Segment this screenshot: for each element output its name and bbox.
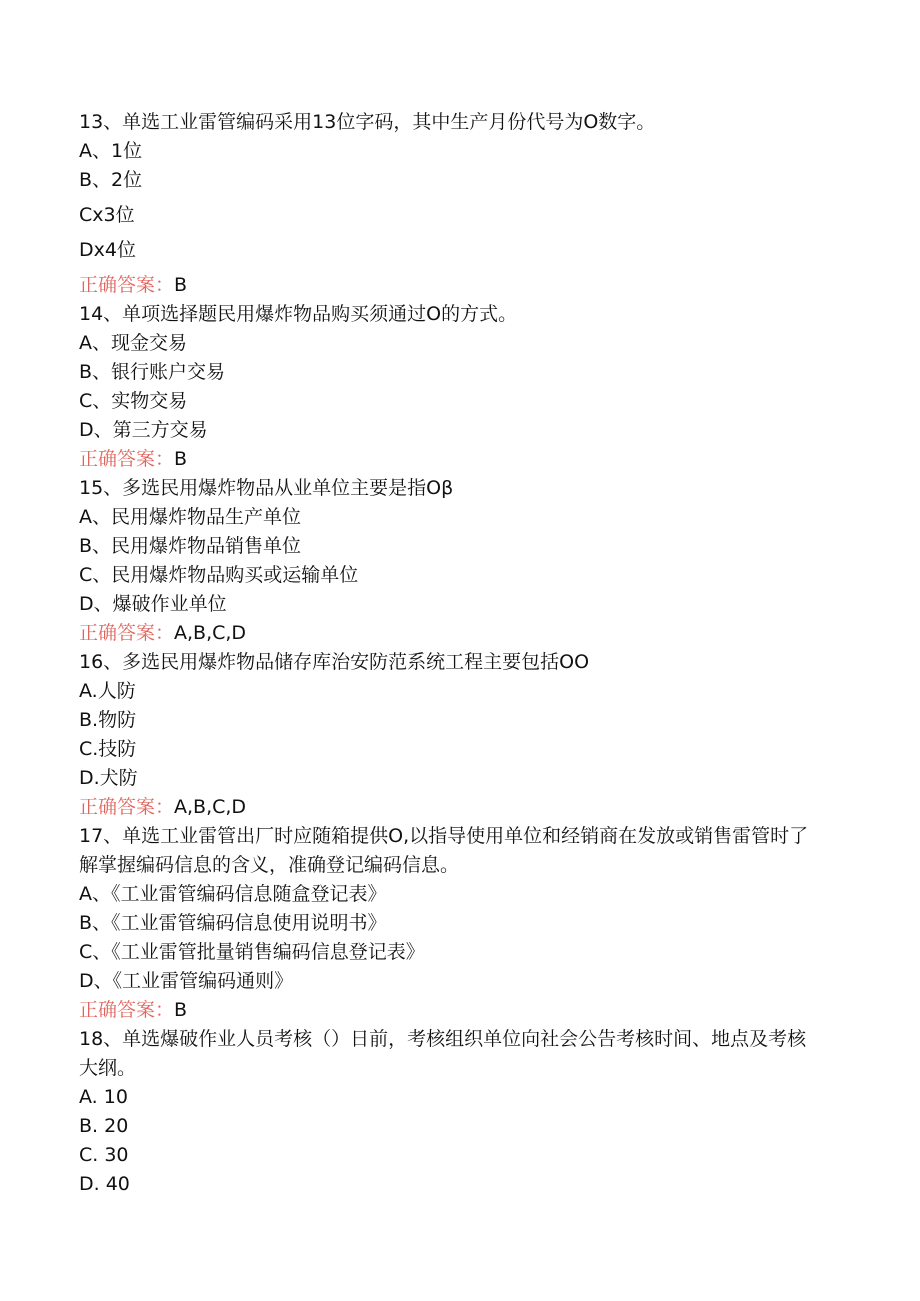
option: A.人防: [79, 680, 136, 702]
question-15: [79, 474, 819, 648]
question-14: [79, 300, 819, 474]
question-18: [79, 1025, 819, 1199]
option: A、民用爆炸物品生产单位: [79, 506, 301, 528]
option: C、《工业雷管批量销售编码信息登记表》: [79, 941, 425, 963]
option: A、现金交易: [79, 332, 187, 354]
answer-value: A,B,C,D: [174, 622, 247, 644]
option: B、《工业雷管编码信息使用说明书》: [79, 912, 387, 934]
answer-label: 正确答案：: [79, 999, 175, 1021]
option: D、《工业雷管编码通则》: [79, 970, 294, 992]
option: C、民用爆炸物品购买或运输单位: [79, 564, 359, 586]
question-stem: 18、单选爆破作业人员考核（）日前，考核组织单位向社会公告考核时间、地点及考核大纲。: [79, 1028, 807, 1079]
option: C.技防: [79, 738, 137, 760]
option: B、银行账户交易: [79, 361, 226, 383]
answer-value: B: [174, 274, 188, 296]
question-stem: 13、单选工业雷管编码采用13位字码，其中生产月份代号为O数字。: [79, 111, 656, 133]
option: A、《工业雷管编码信息随盒登记表》: [79, 883, 387, 905]
question-stem: 17、单选工业雷管出厂时应随箱提供O,以指导使用单位和经销商在发放或销售雷管时了解掌握编码信息的含义，准确登记编码信息。: [79, 825, 809, 876]
option: A. 10: [79, 1086, 128, 1108]
option: B、民用爆炸物品销售单位: [79, 535, 302, 557]
answer-line: [79, 271, 819, 300]
answer-value: B: [174, 448, 188, 470]
answer-label: 正确答案：: [79, 274, 175, 296]
option: A、1位: [79, 140, 143, 162]
option: D、第三方交易: [79, 419, 208, 441]
option: D. 40: [79, 1173, 130, 1195]
answer-label: 正确答案：: [79, 622, 175, 644]
answer-line: [79, 445, 819, 474]
option: B、2位: [79, 169, 143, 191]
question-list: [79, 108, 819, 1199]
option: D.犬防: [79, 767, 138, 789]
question-stem: 15、多选民用爆炸物品从业单位主要是指Oβ: [79, 477, 454, 499]
answer-label: 正确答案：: [79, 448, 175, 470]
question-stem: 14、单项选择题民用爆炸物品购买须通过O的方式。: [79, 303, 518, 325]
option: D、爆破作业单位: [79, 593, 227, 615]
option: B. 20: [79, 1115, 129, 1137]
answer-value: A,B,C,D: [174, 796, 247, 818]
question-17: [79, 822, 819, 1025]
option: C、实物交易: [79, 390, 188, 412]
answer-line: [79, 793, 819, 822]
option: Cx3位: [79, 204, 135, 226]
answer-line: [79, 619, 819, 648]
option: Dx4位: [79, 239, 136, 261]
answer-line: [79, 996, 819, 1025]
question-16: [79, 648, 819, 822]
question-stem: 16、多选民用爆炸物品储存库治安防范系统工程主要包括OO: [79, 651, 590, 673]
answer-label: 正确答案：: [79, 796, 175, 818]
question-13: [79, 108, 819, 300]
option: B.物防: [79, 709, 137, 731]
option: C. 30: [79, 1144, 129, 1166]
answer-value: B: [174, 999, 188, 1021]
